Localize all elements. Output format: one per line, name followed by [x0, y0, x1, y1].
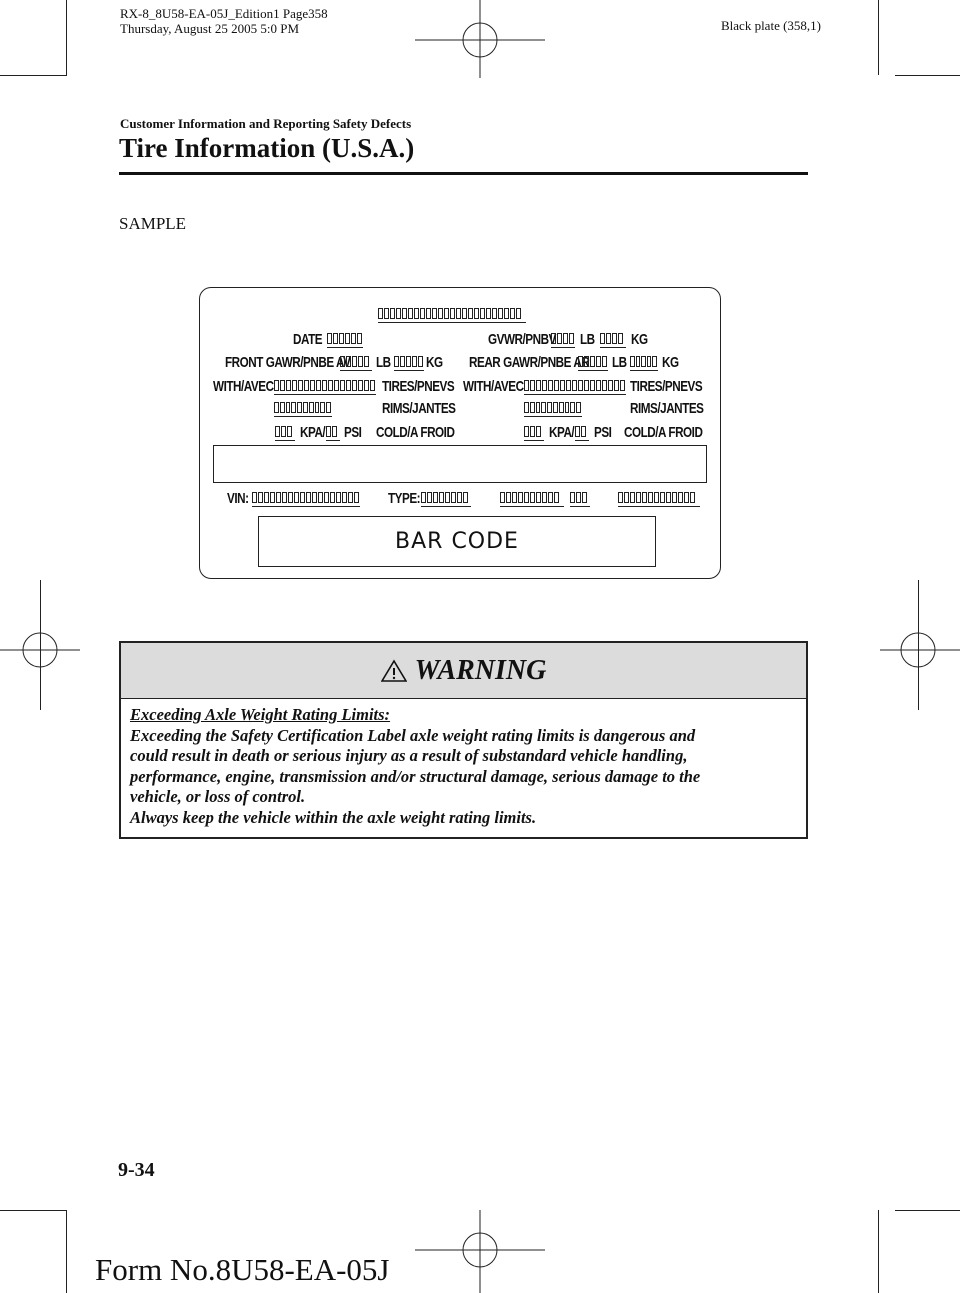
- front-tire-boxes: [274, 380, 376, 392]
- registration-mark-top: [415, 0, 545, 80]
- page-title: Tire Information (U.S.A.): [119, 133, 415, 163]
- rear-kg-boxes: [630, 356, 658, 368]
- registration-mark-left: [0, 610, 80, 690]
- front-kg-boxes: [394, 356, 424, 368]
- type-label: TYPE:: [388, 490, 421, 507]
- barcode-area: [258, 516, 656, 567]
- front-kpa: KPA/: [300, 424, 326, 441]
- rear-rims-label: RIMS/JANTES: [630, 400, 704, 417]
- registration-mark-bottom: [415, 1210, 545, 1293]
- plate-info: Black plate (358,1): [721, 18, 821, 33]
- title-rule: [119, 172, 808, 175]
- front-lb: LB: [376, 354, 391, 371]
- rear-tires-label: TIRES/PNEVS: [630, 378, 703, 395]
- blank-field: [213, 445, 707, 483]
- date-label: DATE: [293, 331, 323, 348]
- warning-box: [119, 641, 808, 839]
- front-rim-boxes: [274, 402, 332, 414]
- rear-kg: KG: [662, 354, 679, 371]
- warning-subtitle: Exceeding Axle Weight Rating Limits:: [130, 705, 391, 724]
- front-gawr-boxes: [340, 356, 372, 368]
- front-gawr-label: FRONT GAWR/PNBE AV: [225, 354, 351, 371]
- code-boxes-1: [500, 492, 564, 504]
- rear-kpa-boxes: [524, 426, 544, 438]
- form-number: Form No.8U58-EA-05J: [95, 1252, 390, 1287]
- rear-with-avec: WITH/AVEC: [463, 378, 524, 395]
- rear-kpa: KPA/: [549, 424, 575, 441]
- front-rims-label: RIMS/JANTES: [382, 400, 456, 417]
- gvwr-kg-boxes: [600, 333, 626, 345]
- code-boxes-2: [570, 492, 590, 504]
- date-boxes: [327, 333, 363, 345]
- code-boxes-3: [618, 492, 700, 504]
- gvwr-kg: KG: [631, 331, 648, 348]
- front-psi-boxes: [326, 426, 340, 438]
- gvwr-lb: LB: [580, 331, 595, 348]
- front-with-avec: WITH/AVEC: [213, 378, 274, 395]
- front-kpa-boxes: [275, 426, 295, 438]
- date-line: Thursday, August 25 2005 5:0 PM: [120, 21, 299, 36]
- rear-lb: LB: [612, 354, 627, 371]
- rear-tire-boxes: [524, 380, 626, 392]
- gvwr-boxes: [551, 333, 575, 345]
- file-info: [120, 6, 328, 36]
- rear-rim-boxes: [524, 402, 582, 414]
- warning-line: performance, engine, transmission and/or structural damage, serious damage to the: [130, 766, 701, 786]
- vin-boxes: [252, 492, 360, 504]
- warning-line: Always keep the vehicle within the axle weight rating limits.: [130, 807, 537, 827]
- warning-line: vehicle, or loss of control.: [130, 787, 306, 806]
- gvwr-label: GVWR/PNBV: [488, 331, 556, 348]
- page-number: 9-34: [118, 1159, 155, 1181]
- file-line: RX-8_8U58-EA-05J_Edition1 Page358: [120, 6, 328, 21]
- box-field: [378, 308, 526, 320]
- warning-triangle-icon: [381, 659, 407, 683]
- front-kg: KG: [426, 354, 443, 371]
- type-boxes: [421, 492, 471, 504]
- front-tires-label: TIRES/PNEVS: [382, 378, 455, 395]
- rear-gawr-boxes: [578, 356, 608, 368]
- barcode-text: BAR CODE: [395, 529, 519, 554]
- front-cold: COLD/A FROID: [376, 424, 455, 441]
- front-psi: PSI: [344, 424, 362, 441]
- warning-title: WARNING: [414, 654, 547, 686]
- rear-psi: PSI: [594, 424, 612, 441]
- warning-header: [121, 643, 806, 699]
- section-label: Customer Information and Reporting Safety Defects: [120, 116, 412, 131]
- warning-line: Exceeding the Safety Certification Label axle weight rating limits is dangerous and: [130, 725, 696, 745]
- warning-body: [121, 699, 806, 828]
- rear-gawr-label: REAR GAWR/PNBE AR: [469, 354, 590, 371]
- registration-mark-right: [880, 610, 960, 690]
- sample-label: SAMPLE: [119, 214, 187, 233]
- rear-cold: COLD/A FROID: [624, 424, 703, 441]
- warning-line: could result in death or serious injury as a result of substandard vehicle handling,: [130, 746, 688, 765]
- rear-psi-boxes: [575, 426, 589, 438]
- vin-label: VIN:: [227, 490, 249, 507]
